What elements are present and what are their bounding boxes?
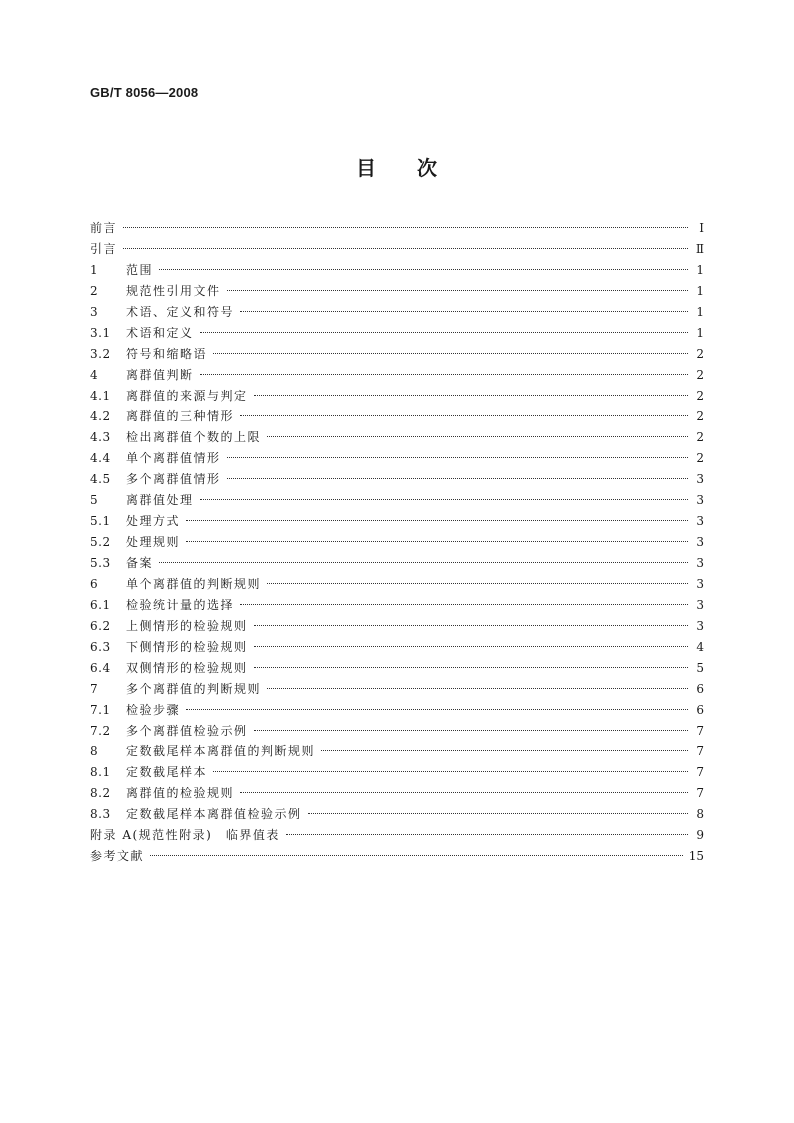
- toc-entry-title: 单个离群值的判断规则: [126, 576, 262, 591]
- toc-entry-page: 7: [696, 744, 704, 759]
- leader-dots: [227, 478, 688, 479]
- toc-entry-page: 3: [696, 576, 704, 591]
- leader-dots: [267, 688, 688, 689]
- leader-dots: [254, 667, 688, 668]
- toc-entry[interactable]: [90, 825, 704, 846]
- toc-entry-number: 4.4: [90, 451, 111, 466]
- toc-entry-page: 2: [696, 367, 704, 382]
- leader-dots: [186, 709, 688, 710]
- toc-entry-page: 3: [696, 618, 704, 633]
- toc-entry-title: 范围: [126, 262, 154, 277]
- toc-entry-page: 3: [696, 514, 704, 529]
- leader-dots: [200, 499, 688, 500]
- toc-entry-page: 7: [696, 765, 704, 780]
- toc-entry-number: 4.5: [90, 472, 111, 487]
- toc-entry-title: 多个离群值检验示例: [126, 723, 248, 738]
- toc-entry[interactable]: [90, 679, 704, 700]
- toc-entry-title: 处理方式: [126, 514, 181, 529]
- toc-entry-title: 上侧情形的检验规则: [126, 618, 248, 633]
- leader-dots: [186, 520, 688, 521]
- toc-entry-page: 1: [696, 325, 704, 340]
- toc-entry-title: 定数截尾样本离群值检验示例: [126, 807, 302, 822]
- toc-entry-number: 4: [90, 367, 99, 382]
- leader-dots: [186, 541, 688, 542]
- toc-entry-number: 1: [90, 262, 99, 277]
- leader-dots: [254, 625, 688, 626]
- toc-entry-title: 符号和缩略语: [126, 346, 208, 361]
- toc-entry-title: 下侧情形的检验规则: [126, 639, 248, 654]
- toc-entry[interactable]: [90, 553, 704, 574]
- toc-entry-title: 附录 A(规范性附录) 临界值表: [90, 828, 280, 843]
- leader-dots: [240, 415, 688, 416]
- toc-entry-page: 8: [696, 807, 704, 822]
- toc-entry-number: 8: [90, 744, 99, 759]
- toc-entry-title: 规范性引用文件: [126, 283, 221, 298]
- toc-entry-page: 4: [696, 639, 704, 654]
- toc-entry-title: 定数截尾样本离群值的判断规则: [126, 744, 316, 759]
- toc-entry-number: 8.3: [90, 807, 111, 822]
- toc-entry-page: 2: [696, 451, 704, 466]
- toc-entry[interactable]: [90, 846, 704, 867]
- leader-dots: [150, 855, 683, 856]
- toc-entry[interactable]: [90, 804, 704, 825]
- toc-entry-number: 5: [90, 493, 99, 508]
- toc-entry-page: 2: [696, 388, 704, 403]
- toc-entry[interactable]: [90, 532, 704, 553]
- toc-entry-title: 多个离群值情形: [126, 472, 221, 487]
- toc-entry[interactable]: [90, 595, 704, 616]
- toc-entry[interactable]: [90, 406, 704, 427]
- leader-dots: [286, 834, 688, 835]
- toc-entry-number: 5.3: [90, 556, 111, 570]
- leader-dots: [308, 813, 688, 814]
- toc-entry-number: 6.1: [90, 597, 111, 612]
- toc-title-part2: 次: [417, 156, 438, 180]
- toc-entry[interactable]: [90, 365, 704, 386]
- toc-entry-page: 6: [696, 681, 704, 696]
- toc-entry-number: 6: [90, 576, 99, 591]
- toc-entry-page: 5: [696, 660, 704, 675]
- toc-entry[interactable]: [90, 344, 704, 365]
- toc-entry-page: 1: [696, 262, 704, 277]
- toc-entry[interactable]: [90, 281, 704, 302]
- toc-entry-title: 离群值的检验规则: [126, 786, 235, 801]
- toc-entry-number: 7.2: [90, 723, 111, 738]
- toc-entry-title: 离群值的来源与判定: [126, 388, 248, 403]
- toc-entry-page: 3: [696, 493, 704, 508]
- toc-entry-number: 3.1: [90, 325, 111, 340]
- leader-dots: [240, 792, 688, 793]
- toc-entry[interactable]: [90, 783, 704, 804]
- toc-entry-title: 定数截尾样本: [126, 765, 208, 780]
- toc-entry[interactable]: [90, 469, 704, 490]
- leader-dots: [240, 311, 688, 312]
- toc-entry[interactable]: [90, 616, 704, 637]
- toc-entry-page: 1: [696, 304, 704, 319]
- toc-entry-title: 双侧情形的检验规则: [126, 660, 248, 675]
- leader-dots: [321, 750, 688, 751]
- leader-dots: [227, 457, 688, 458]
- leader-dots: [254, 395, 688, 396]
- leader-dots: [267, 436, 688, 437]
- toc-entry-number: 3: [90, 304, 99, 319]
- toc-entry[interactable]: [90, 721, 704, 742]
- toc-entry-page: 7: [696, 786, 704, 801]
- toc-entry[interactable]: [90, 741, 704, 762]
- toc-entry-title: 术语、定义和符号: [126, 304, 235, 319]
- toc-entry[interactable]: [90, 386, 704, 407]
- toc-entry-title: 备案: [126, 556, 154, 570]
- toc-entry-title: 引言: [90, 241, 118, 256]
- toc-entry-page: 3: [696, 597, 704, 612]
- toc-entry-page: 3: [696, 535, 704, 550]
- toc-entry-page: 9: [696, 828, 704, 843]
- toc-entry-page: 7: [696, 723, 704, 738]
- toc-entry-number: 5.2: [90, 535, 111, 550]
- leader-dots: [123, 227, 688, 228]
- toc-entry-number: 4.1: [90, 388, 111, 403]
- leader-dots: [254, 646, 688, 647]
- toc-entry[interactable]: [90, 511, 704, 532]
- toc-entry-number: 7: [90, 681, 99, 696]
- leader-dots: [123, 248, 688, 249]
- toc-entry-title: 多个离群值的判断规则: [126, 681, 262, 696]
- leader-dots: [254, 730, 688, 731]
- toc-entry-page: Ⅰ: [699, 221, 704, 235]
- toc-entry[interactable]: [90, 323, 704, 344]
- toc-entry-title: 离群值的三种情形: [126, 409, 235, 424]
- toc-entry[interactable]: [90, 490, 704, 511]
- toc-entry-title: 离群值处理: [126, 493, 194, 508]
- leader-dots: [159, 562, 688, 563]
- toc-title: [0, 152, 794, 181]
- leader-dots: [213, 771, 688, 772]
- toc-entry-title: 处理规则: [126, 535, 181, 550]
- leader-dots: [213, 353, 688, 354]
- toc-entry-page: 1: [696, 283, 704, 298]
- leader-dots: [267, 583, 688, 584]
- toc-entry-title: 检出离群值个数的上限: [126, 430, 262, 445]
- toc-entry-number: 4.3: [90, 430, 111, 445]
- toc-entry-number: 6.2: [90, 618, 111, 633]
- toc-entry[interactable]: [90, 658, 704, 679]
- toc-entry[interactable]: [90, 260, 704, 281]
- toc-entry[interactable]: [90, 637, 704, 658]
- toc-entry-title: 术语和定义: [126, 325, 194, 340]
- toc-entry-page: 3: [696, 472, 704, 487]
- toc-entry[interactable]: [90, 762, 704, 783]
- toc-entry-title: 单个离群值情形: [126, 451, 221, 466]
- toc-entry-number: 8.1: [90, 765, 111, 780]
- leader-dots: [240, 604, 688, 605]
- toc-entry-number: 8.2: [90, 786, 111, 801]
- toc-title-part1: 目: [356, 156, 377, 180]
- leader-dots: [227, 290, 688, 291]
- toc-entry-number: 6.3: [90, 639, 111, 654]
- toc-entry[interactable]: [90, 218, 704, 239]
- toc-entry-page: 3: [696, 556, 704, 570]
- toc-entry-title: 检验统计量的选择: [126, 597, 235, 612]
- toc-entry-number: 3.2: [90, 346, 111, 361]
- toc-entry-title: 参考文献: [90, 849, 145, 864]
- toc-entry-page: Ⅱ: [695, 241, 704, 256]
- toc-entry[interactable]: [90, 700, 704, 721]
- leader-dots: [200, 332, 688, 333]
- toc-entry-number: 2: [90, 283, 99, 298]
- toc-entry-page: 2: [696, 346, 704, 361]
- toc-entry[interactable]: [90, 448, 704, 469]
- toc-entry[interactable]: [90, 302, 704, 323]
- toc-entry-page: 2: [696, 430, 704, 445]
- leader-dots: [159, 269, 688, 270]
- toc-entry-number: 5.1: [90, 514, 111, 529]
- toc-entry-title: 检验步骤: [126, 702, 181, 717]
- toc-entry-number: 7.1: [90, 702, 111, 717]
- toc-entry-title: 离群值判断: [126, 367, 194, 382]
- toc-entry[interactable]: [90, 239, 704, 260]
- toc-entry[interactable]: [90, 574, 704, 595]
- toc-entry-number: 4.2: [90, 409, 111, 424]
- toc-entry-page: 15: [688, 849, 704, 864]
- toc-entry-page: 2: [696, 409, 704, 424]
- toc-entry[interactable]: [90, 427, 704, 448]
- toc-entry-title: 前言: [90, 221, 118, 235]
- toc-entry-number: 6.4: [90, 660, 111, 675]
- toc-entry-page: 6: [696, 702, 704, 717]
- table-of-contents: [90, 218, 704, 867]
- leader-dots: [200, 374, 688, 375]
- standard-code: GB/T 8056—2008: [90, 85, 199, 100]
